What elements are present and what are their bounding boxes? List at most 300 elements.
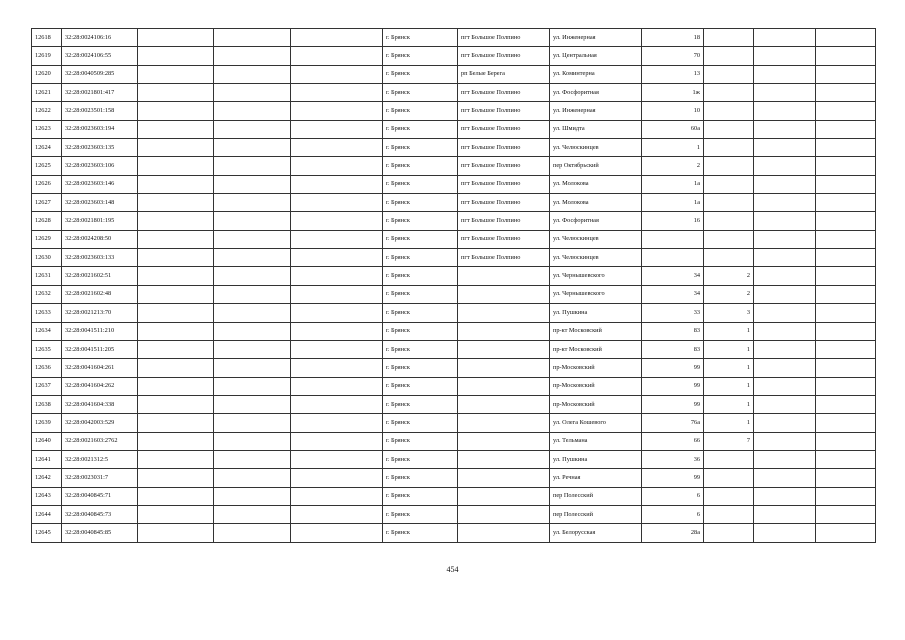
city: г. Брянск [383, 102, 458, 120]
table-row [32, 29, 876, 47]
house-number: 99 [642, 469, 704, 487]
city: г. Брянск [383, 505, 458, 523]
table-row [32, 414, 876, 432]
record-number: 12640 [32, 432, 62, 450]
city: г. Брянск [383, 267, 458, 285]
house-number: 1а [642, 175, 704, 193]
table-row [32, 304, 876, 322]
cadastral-number: 32:28:0024106:16 [62, 29, 138, 47]
cadastral-number: 32:28:0024106:55 [62, 47, 138, 65]
empty-cell [214, 322, 291, 340]
house-number: 18 [642, 29, 704, 47]
street: ул. Челюскинцев [550, 249, 642, 267]
house-number: 1а [642, 194, 704, 212]
empty-cell [214, 304, 291, 322]
empty-cell [291, 432, 383, 450]
street: ул. Фосфоритная [550, 212, 642, 230]
cadastral-number: 32:28:0041604:262 [62, 377, 138, 395]
flat-number: 7 [704, 432, 754, 450]
empty-cell [291, 47, 383, 65]
empty-cell [291, 304, 383, 322]
cadastral-number: 32:28:0023603:194 [62, 120, 138, 138]
street: ул. Чернышевского [550, 285, 642, 303]
flat-number [704, 65, 754, 83]
table-row [32, 395, 876, 413]
empty-cell [138, 322, 214, 340]
empty-cell [291, 524, 383, 543]
empty-cell [754, 47, 816, 65]
settlement: пгт Большое Полпино [458, 230, 550, 248]
house-number: 36 [642, 450, 704, 468]
house-number: 70 [642, 47, 704, 65]
empty-cell [754, 285, 816, 303]
street: ул. Тельмана [550, 432, 642, 450]
table-body [32, 29, 876, 543]
street: ул. Челюскинцев [550, 139, 642, 157]
empty-cell [138, 304, 214, 322]
house-number: 2 [642, 157, 704, 175]
record-number: 12639 [32, 414, 62, 432]
flat-number [704, 230, 754, 248]
empty-cell [214, 102, 291, 120]
flat-number [704, 487, 754, 505]
table-row [32, 47, 876, 65]
empty-cell [754, 157, 816, 175]
city: г. Брянск [383, 47, 458, 65]
empty-cell [138, 340, 214, 358]
empty-cell [138, 139, 214, 157]
flat-number [704, 524, 754, 543]
settlement: пгт Большое Полпино [458, 84, 550, 102]
table-row [32, 487, 876, 505]
table-row [32, 450, 876, 468]
street: пр-кт Московский [550, 340, 642, 358]
empty-cell [754, 267, 816, 285]
empty-cell [138, 120, 214, 138]
empty-cell [291, 395, 383, 413]
city: г. Брянск [383, 377, 458, 395]
empty-cell [138, 157, 214, 175]
empty-cell [754, 120, 816, 138]
empty-cell [138, 29, 214, 47]
street: ул. Инженерная [550, 29, 642, 47]
record-number: 12627 [32, 194, 62, 212]
empty-cell [291, 175, 383, 193]
empty-cell [214, 120, 291, 138]
page-number: 454 [446, 565, 459, 574]
house-number: 6 [642, 505, 704, 523]
street: ул. Инженерная [550, 102, 642, 120]
empty-cell [291, 29, 383, 47]
flat-number [704, 157, 754, 175]
empty-cell [214, 249, 291, 267]
empty-cell [816, 285, 876, 303]
settlement [458, 395, 550, 413]
city: г. Брянск [383, 432, 458, 450]
city: г. Брянск [383, 194, 458, 212]
cadastral-number: 32:28:0021312:5 [62, 450, 138, 468]
empty-cell [754, 414, 816, 432]
empty-cell [291, 469, 383, 487]
table-row [32, 120, 876, 138]
cadastral-number: 32:28:0041511:205 [62, 340, 138, 358]
table-row [32, 505, 876, 523]
empty-cell [214, 157, 291, 175]
empty-cell [816, 249, 876, 267]
empty-cell [291, 285, 383, 303]
empty-cell [291, 194, 383, 212]
empty-cell [291, 340, 383, 358]
empty-cell [816, 120, 876, 138]
empty-cell [214, 212, 291, 230]
empty-cell [291, 84, 383, 102]
street: пр-Московский [550, 377, 642, 395]
settlement [458, 450, 550, 468]
flat-number [704, 102, 754, 120]
cadastral-number: 32:28:0040509:285 [62, 65, 138, 83]
street: пр-Московский [550, 359, 642, 377]
empty-cell [138, 84, 214, 102]
empty-cell [816, 139, 876, 157]
record-number: 12644 [32, 505, 62, 523]
empty-cell [214, 395, 291, 413]
empty-cell [291, 414, 383, 432]
street: ул. Пушкина [550, 450, 642, 468]
flat-number [704, 469, 754, 487]
street: пер Полесский [550, 487, 642, 505]
empty-cell [816, 194, 876, 212]
empty-cell [291, 157, 383, 175]
cadastral-number: 32:28:0021801:195 [62, 212, 138, 230]
empty-cell [291, 322, 383, 340]
empty-cell [816, 322, 876, 340]
settlement: пгт Большое Полпино [458, 212, 550, 230]
table-row [32, 230, 876, 248]
empty-cell [138, 414, 214, 432]
settlement [458, 505, 550, 523]
cadastral-number: 32:28:0023501:158 [62, 102, 138, 120]
record-number: 12641 [32, 450, 62, 468]
empty-cell [754, 322, 816, 340]
register-table [31, 28, 876, 543]
empty-cell [816, 267, 876, 285]
settlement: пгт Большое Полпино [458, 249, 550, 267]
record-number: 12634 [32, 322, 62, 340]
settlement [458, 322, 550, 340]
flat-number [704, 505, 754, 523]
empty-cell [816, 505, 876, 523]
street: ул. Шмидта [550, 120, 642, 138]
empty-cell [816, 65, 876, 83]
house-number: 13 [642, 65, 704, 83]
flat-number [704, 175, 754, 193]
empty-cell [816, 432, 876, 450]
empty-cell [754, 487, 816, 505]
empty-cell [816, 487, 876, 505]
house-number: 16 [642, 212, 704, 230]
settlement [458, 469, 550, 487]
empty-cell [754, 84, 816, 102]
table-row [32, 524, 876, 543]
city: г. Брянск [383, 157, 458, 175]
empty-cell [754, 524, 816, 543]
street: ул. Чернышевского [550, 267, 642, 285]
settlement [458, 304, 550, 322]
cadastral-number: 32:28:0041511:210 [62, 322, 138, 340]
empty-cell [816, 230, 876, 248]
cadastral-number: 32:28:0023603:133 [62, 249, 138, 267]
house-number: 33 [642, 304, 704, 322]
city: г. Брянск [383, 524, 458, 543]
settlement: пгт Большое Полпино [458, 157, 550, 175]
street: ул. Молокова [550, 194, 642, 212]
street: ул. Молокова [550, 175, 642, 193]
empty-cell [816, 450, 876, 468]
street: ул. Пушкина [550, 304, 642, 322]
flat-number [704, 29, 754, 47]
empty-cell [291, 487, 383, 505]
cadastral-number: 32:28:0040845:73 [62, 505, 138, 523]
empty-cell [214, 414, 291, 432]
empty-cell [138, 194, 214, 212]
empty-cell [214, 230, 291, 248]
street: ул. Центральная [550, 47, 642, 65]
flat-number [704, 139, 754, 157]
street: пр-кт Московский [550, 322, 642, 340]
table-row [32, 157, 876, 175]
record-number: 12630 [32, 249, 62, 267]
house-number: 99 [642, 359, 704, 377]
record-number: 12620 [32, 65, 62, 83]
empty-cell [754, 102, 816, 120]
settlement: пгт Большое Полпино [458, 102, 550, 120]
empty-cell [214, 450, 291, 468]
empty-cell [754, 65, 816, 83]
table-row [32, 84, 876, 102]
street: ул. Белорусская [550, 524, 642, 543]
house-number [642, 249, 704, 267]
flat-number [704, 194, 754, 212]
house-number: 99 [642, 377, 704, 395]
empty-cell [138, 102, 214, 120]
flat-number: 2 [704, 267, 754, 285]
empty-cell [214, 84, 291, 102]
empty-cell [816, 102, 876, 120]
table-row [32, 102, 876, 120]
record-number: 12623 [32, 120, 62, 138]
cadastral-number: 32:28:0021213:70 [62, 304, 138, 322]
empty-cell [754, 505, 816, 523]
settlement: пгт Большое Полпино [458, 29, 550, 47]
record-number: 12633 [32, 304, 62, 322]
empty-cell [754, 230, 816, 248]
empty-cell [214, 65, 291, 83]
cadastral-number: 32:28:0021602:51 [62, 267, 138, 285]
empty-cell [138, 65, 214, 83]
city: г. Брянск [383, 359, 458, 377]
city: г. Брянск [383, 65, 458, 83]
table-row [32, 322, 876, 340]
flat-number: 3 [704, 304, 754, 322]
table-row [32, 212, 876, 230]
cadastral-number: 32:28:0021603:2762 [62, 432, 138, 450]
empty-cell [816, 304, 876, 322]
house-number: 1 [642, 139, 704, 157]
empty-cell [138, 175, 214, 193]
cadastral-number: 32:28:0021602:48 [62, 285, 138, 303]
street: ул. Фосфоритная [550, 84, 642, 102]
house-number: 99 [642, 395, 704, 413]
house-number: 34 [642, 285, 704, 303]
street: пер Полесский [550, 505, 642, 523]
empty-cell [754, 377, 816, 395]
flat-number [704, 249, 754, 267]
empty-cell [291, 120, 383, 138]
record-number: 12622 [32, 102, 62, 120]
flat-number [704, 450, 754, 468]
record-number: 12636 [32, 359, 62, 377]
empty-cell [138, 505, 214, 523]
city: г. Брянск [383, 322, 458, 340]
empty-cell [291, 212, 383, 230]
settlement [458, 267, 550, 285]
record-number: 12626 [32, 175, 62, 193]
empty-cell [138, 450, 214, 468]
empty-cell [816, 157, 876, 175]
record-number: 12619 [32, 47, 62, 65]
empty-cell [138, 377, 214, 395]
table-row [32, 432, 876, 450]
city: г. Брянск [383, 84, 458, 102]
cadastral-number: 32:28:0024208:50 [62, 230, 138, 248]
empty-cell [291, 267, 383, 285]
flat-number: 1 [704, 359, 754, 377]
record-number: 12637 [32, 377, 62, 395]
empty-cell [754, 304, 816, 322]
empty-cell [214, 377, 291, 395]
city: г. Брянск [383, 29, 458, 47]
empty-cell [214, 359, 291, 377]
empty-cell [754, 469, 816, 487]
table-row [32, 377, 876, 395]
empty-cell [214, 432, 291, 450]
record-number: 12635 [32, 340, 62, 358]
table-row [32, 65, 876, 83]
city: г. Брянск [383, 120, 458, 138]
empty-cell [754, 340, 816, 358]
settlement [458, 377, 550, 395]
cadastral-number: 32:28:0041604:261 [62, 359, 138, 377]
record-number: 12618 [32, 29, 62, 47]
empty-cell [138, 47, 214, 65]
empty-cell [754, 359, 816, 377]
empty-cell [754, 139, 816, 157]
street: ул. Коминтерна [550, 65, 642, 83]
table-row [32, 139, 876, 157]
empty-cell [138, 395, 214, 413]
record-number: 12645 [32, 524, 62, 543]
empty-cell [214, 505, 291, 523]
street: ул. Речная [550, 469, 642, 487]
city: г. Брянск [383, 212, 458, 230]
record-number: 12628 [32, 212, 62, 230]
settlement: рп Белые Берега [458, 65, 550, 83]
city: г. Брянск [383, 285, 458, 303]
empty-cell [291, 249, 383, 267]
empty-cell [214, 175, 291, 193]
cadastral-number: 32:28:0040845:85 [62, 524, 138, 543]
empty-cell [214, 194, 291, 212]
cadastral-number: 32:28:0040845:71 [62, 487, 138, 505]
cadastral-number: 32:28:0023603:106 [62, 157, 138, 175]
settlement [458, 359, 550, 377]
settlement [458, 524, 550, 543]
settlement: пгт Большое Полпино [458, 47, 550, 65]
flat-number: 1 [704, 395, 754, 413]
house-number: 10 [642, 102, 704, 120]
settlement [458, 432, 550, 450]
record-number: 12625 [32, 157, 62, 175]
flat-number [704, 84, 754, 102]
empty-cell [214, 487, 291, 505]
empty-cell [138, 359, 214, 377]
empty-cell [138, 249, 214, 267]
empty-cell [138, 524, 214, 543]
empty-cell [816, 212, 876, 230]
record-number: 12621 [32, 84, 62, 102]
house-number: 60а [642, 120, 704, 138]
empty-cell [214, 47, 291, 65]
city: г. Брянск [383, 414, 458, 432]
empty-cell [816, 359, 876, 377]
empty-cell [291, 230, 383, 248]
flat-number [704, 47, 754, 65]
settlement [458, 487, 550, 505]
record-number: 12629 [32, 230, 62, 248]
table-row [32, 285, 876, 303]
empty-cell [754, 29, 816, 47]
cadastral-number: 32:28:0021801:417 [62, 84, 138, 102]
city: г. Брянск [383, 487, 458, 505]
city: г. Брянск [383, 175, 458, 193]
empty-cell [138, 432, 214, 450]
settlement: пгт Большое Полпино [458, 120, 550, 138]
empty-cell [816, 175, 876, 193]
city: г. Брянск [383, 395, 458, 413]
street: пр-Московский [550, 395, 642, 413]
flat-number: 2 [704, 285, 754, 303]
empty-cell [214, 29, 291, 47]
empty-cell [214, 139, 291, 157]
house-number: 34 [642, 267, 704, 285]
house-number [642, 230, 704, 248]
city: г. Брянск [383, 230, 458, 248]
house-number: 83 [642, 340, 704, 358]
city: г. Брянск [383, 340, 458, 358]
record-number: 12631 [32, 267, 62, 285]
empty-cell [754, 194, 816, 212]
empty-cell [291, 139, 383, 157]
cadastral-number: 32:28:0042003:529 [62, 414, 138, 432]
empty-cell [816, 377, 876, 395]
table-row [32, 249, 876, 267]
city: г. Брянск [383, 450, 458, 468]
empty-cell [291, 102, 383, 120]
empty-cell [816, 414, 876, 432]
table-row [32, 194, 876, 212]
house-number: 6 [642, 487, 704, 505]
cadastral-number: 32:28:0023603:146 [62, 175, 138, 193]
